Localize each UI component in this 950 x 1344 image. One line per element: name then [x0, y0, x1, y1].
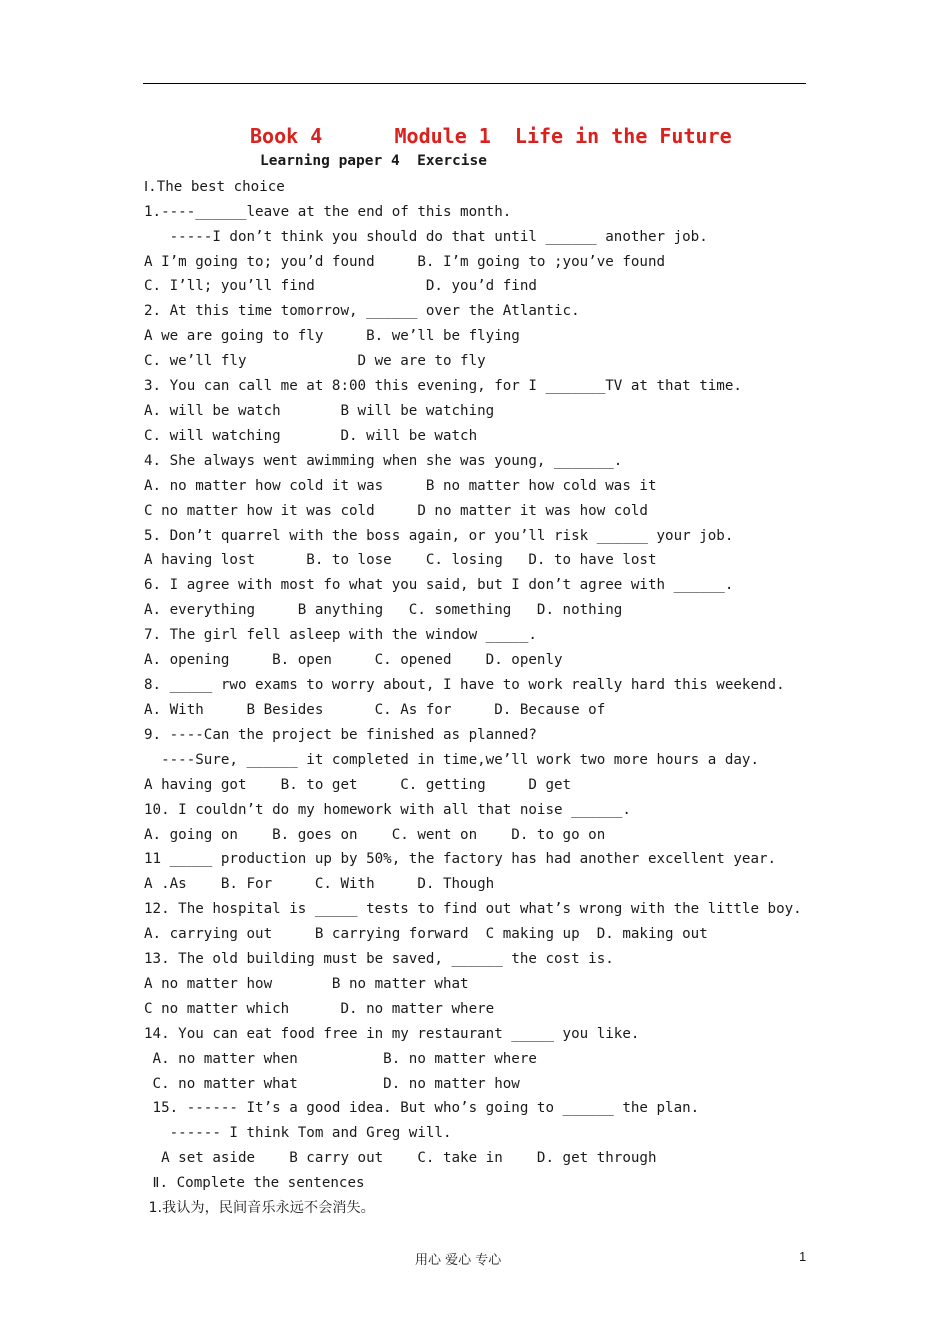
options-line: C no matter which D. no matter where	[144, 1001, 495, 1017]
options-line: A no matter how B no matter what	[144, 976, 469, 992]
options-line: A. going on B. goes on C. went on D. to go on	[144, 827, 606, 843]
question-line: 5. Don’t quarrel with the boss again, or you’ll risk ______ your job.	[144, 528, 734, 544]
question-line: 14. You can eat food free in my restaurant _____ you like.	[144, 1026, 640, 1042]
options-line: A. opening B. open C. opened D. openly	[144, 652, 563, 668]
options-line: A having lost B. to lose C. losing D. to have lost	[144, 552, 657, 568]
options-line: C. no matter what D. no matter how	[144, 1076, 520, 1092]
options-line: A. carrying out B carrying forward C making up D. making out	[144, 926, 708, 942]
options-line: C. we’ll fly D we are to fly	[144, 353, 486, 369]
question-line: 8. _____ rwo exams to worry about, I have to work really hard this weekend.	[144, 677, 785, 693]
question-line: 13. The old building must be saved, ______ the cost is.	[144, 951, 614, 967]
options-line: A. no matter when B. no matter where	[144, 1051, 537, 1067]
options-line: A. will be watch B will be watching	[144, 403, 495, 419]
question-line: 2. At this time tomorrow, ______ over the Atlantic.	[144, 303, 580, 319]
options-line: C no matter how it was cold D no matter it was how cold	[144, 503, 648, 519]
sentence-prompt: 1.我认为，民间音乐永远不会消失。	[144, 1200, 375, 1216]
question-line: 3. You can call me at 8:00 this evening, for I _______TV at that time.	[144, 378, 742, 394]
question-line: 10. I couldn’t do my homework with all that noise ______.	[144, 802, 631, 818]
options-line: A set aside B carry out C. take in D. get through	[144, 1150, 657, 1166]
options-line: A .As B. For C. With D. Though	[144, 876, 495, 892]
top-rule	[143, 83, 806, 84]
options-line: C. will watching D. will be watch	[144, 428, 478, 444]
question-line: -----I don’t think you should do that until ______ another job.	[144, 229, 708, 245]
question-line: 7. The girl fell asleep with the window _____.	[144, 627, 537, 643]
question-line: 9. ----Can the project be finished as planned?	[144, 727, 537, 743]
footer-motto: 用心 爱心 专心	[415, 1253, 502, 1268]
question-line: 4. She always went awimming when she was young, _______.	[144, 453, 623, 469]
page-title: Book 4 Module 1 Life in the Future	[250, 124, 732, 148]
question-line: 6. I agree with most fo what you said, but I don’t agree with ______.	[144, 577, 734, 593]
page-number: 1	[799, 1249, 807, 1264]
options-line: A I’m going to; you’d found B. I’m going to ;you’ve found	[144, 254, 666, 270]
section-heading-best-choice: Ⅰ.The best choice	[144, 179, 285, 195]
options-line: A. With B Besides C. As for D. Because of	[144, 702, 606, 718]
question-line: 12. The hospital is _____ tests to find out what’s wrong with the little boy.	[144, 901, 802, 917]
question-line: 15. ------ It’s a good idea. But who’s going to ______ the plan.	[144, 1100, 700, 1116]
options-line: A. no matter how cold it was B no matter how cold was it	[144, 478, 657, 494]
options-line: A having got B. to get C. getting D get	[144, 777, 572, 793]
question-line: 11 _____ production up by 50%, the factory has had another excellent year.	[144, 851, 777, 867]
section-heading-complete-sentences: Ⅱ. Complete the sentences	[144, 1175, 365, 1191]
options-line: C. I’ll; you’ll find D. you’d find	[144, 278, 537, 294]
question-line: ------ I think Tom and Greg will.	[144, 1125, 452, 1141]
question-line: 1.----______leave at the end of this month.	[144, 204, 512, 220]
page-subtitle: Learning paper 4 Exercise	[260, 153, 487, 169]
options-line: A. everything B anything C. something D. nothing	[144, 602, 623, 618]
options-line: A we are going to fly B. we’ll be flying	[144, 328, 520, 344]
question-line: ----Sure, ______ it completed in time,we’ll work two more hours a day.	[144, 752, 759, 768]
